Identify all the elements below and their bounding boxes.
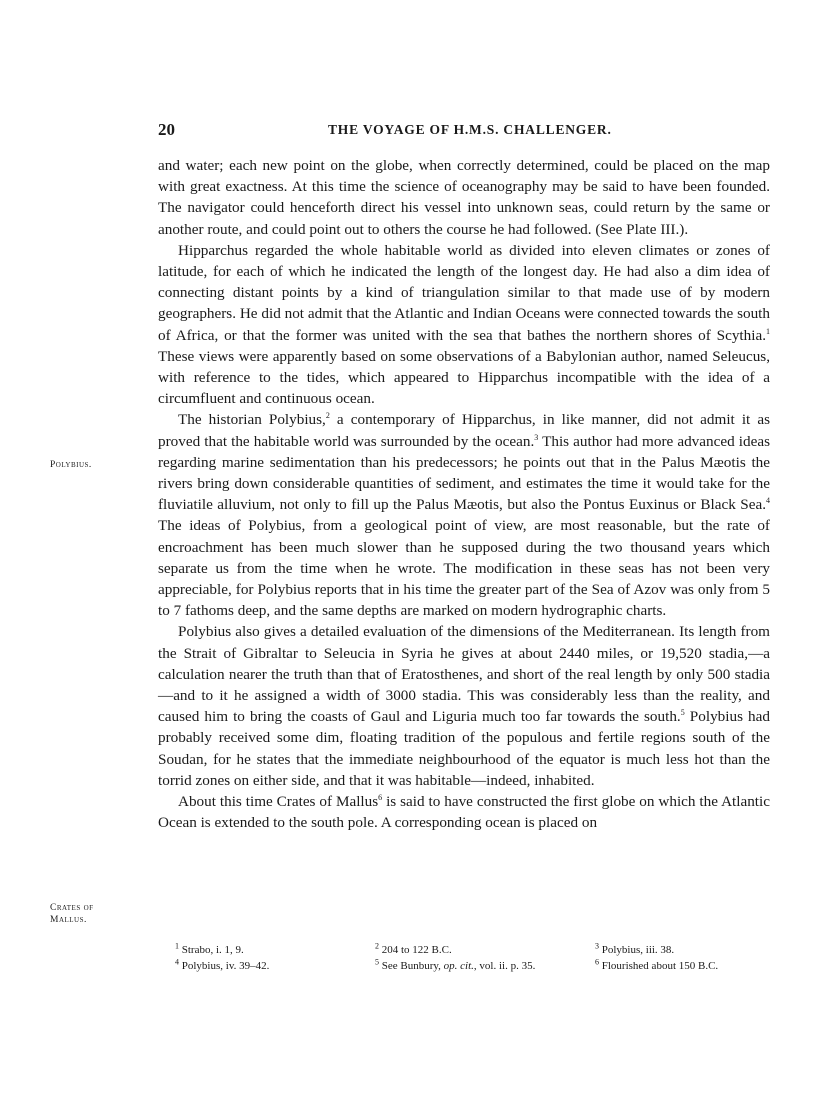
footnote-ref-5: 5 — [680, 708, 685, 718]
footnote-4-marker: 4 — [175, 957, 179, 967]
paragraph-2-text-a: Hipparchus regarded the whole habitable world as divided into eleven climates or zones of latitude, for each of which he indicated the length of the longest day. He had also a dim idea of connecting distant points by a kind of triangulation similar to that made use of by modern geographers. He did not admit that the Atlantic and Indian Oceans were connected towards the south of Africa, or that the former was united with the sea that bathes the northern shores of Scythia. — [158, 241, 770, 344]
page-number: 20 — [158, 120, 175, 139]
footnote-ref-2: 2 — [325, 411, 330, 421]
footnote-5-text-a: See Bunbury, — [381, 960, 444, 972]
footnote-ref-6: 6 — [378, 793, 383, 803]
footnote-5-marker: 5 — [375, 957, 379, 967]
body-text — [158, 155, 770, 834]
margin-note-polybius-text: Polybius. — [50, 460, 92, 470]
footnote-row-1 — [175, 942, 735, 958]
margin-note-polybius — [50, 459, 92, 471]
footnote-2-text: 204 to 122 B.C. — [381, 944, 452, 956]
footnote-row-2 — [175, 958, 735, 974]
margin-note-crates-line1: Crates of — [50, 903, 94, 913]
footnote-5-text-c: , vol. ii. p. 35. — [473, 960, 536, 972]
footnote-2 — [375, 942, 595, 958]
paragraph-5-text-b: is said to have constructed the first globe on which the Atlantic Ocean is extended to the south pole. A corresponding ocean is placed on — [158, 793, 770, 832]
footnote-ref-3: 3 — [534, 432, 539, 442]
paragraph-2 — [158, 240, 770, 410]
footnote-2-marker: 2 — [375, 941, 379, 951]
paragraph-5-text-a: About this time Crates of Mallus — [178, 793, 379, 811]
paragraph-1-text: and water; each new point on the globe, when correctly determined, could be placed on the map with great exactness. At this time the science of oceanography may be said to have been founded. The navigator could henceforth direct his vessel into unknown seas, could return by the same or another route, and could point out to others the course he had followed. (See Plate III.). — [158, 157, 770, 238]
footnote-6-marker: 6 — [595, 957, 599, 967]
footnote-5 — [375, 958, 595, 974]
paragraph-3-text-a: The historian Polybius, — [178, 411, 326, 429]
footnote-4 — [175, 958, 375, 974]
footnote-5-text-b: op. cit. — [443, 960, 474, 972]
paragraph-3 — [158, 409, 770, 621]
paragraph-1 — [158, 155, 770, 240]
footnote-3 — [595, 942, 765, 958]
footnotes — [175, 942, 735, 974]
footnote-6-text: Flourished about 150 B.C. — [601, 960, 719, 972]
paragraph-3-text-c: This author had more advanced ideas regarding marine sedimentation than his predecessors; he points out that in the Palus Mæotis the rivers bring down considerable quantities of sediment, and estimates the time it would take for the fluviatile alluvium, not only to fill up the Palus Mæotis, but also the Pontus Euxinus or Black Sea. — [158, 432, 770, 514]
paragraph-3-text-b: a contemporary of Hipparchus, in like manner, did not admit it as proved that the habitable world was surrounded by the ocean. — [158, 411, 770, 450]
footnote-1-marker: 1 — [175, 941, 179, 951]
footnote-1 — [175, 942, 375, 958]
margin-note-crates-line2: Mallus. — [50, 915, 87, 925]
paragraph-4-text-b: Polybius had probably received some dim, floating tradition of the populous and fertile regions south of the Soudan, for he states that the immediate neighbourhood of the equator is much less hot than the torrid zones on either side, and that it was habitable—indeed, inhabited. — [158, 708, 770, 789]
paragraph-5 — [158, 791, 770, 833]
paragraph-2-text-b: These views were apparently based on some observations of a Babylonian author, named Seleucus, with reference to the tides, which appeared to Hipparchus incompatible with the idea of a circumfluent and continuous ocean. — [158, 347, 770, 408]
footnote-ref-4: 4 — [766, 496, 770, 506]
footnote-4-text: Polybius, iv. 39–42. — [181, 960, 270, 972]
margin-note-crates — [50, 902, 94, 926]
footnote-3-marker: 3 — [595, 941, 599, 951]
paragraph-3-text-d: The ideas of Polybius, from a geological point of view, are most reasonable, but the rate of encroachment has been much slower than he supposed during the two thousand years which separate us from the time when he wrote. The modification in these seas has not been very appreciable, for Polybius reports that in his time the greater part of the Sea of Azov was only from 5 to 7 fathoms deep, and the same depths are marked on modern hydrographic charts. — [158, 517, 770, 620]
footnote-6 — [595, 958, 765, 974]
paragraph-4-text-a: Polybius also gives a detailed evaluation of the dimensions of the Mediterranean. Its length from the Strait of Gibraltar to Seleucia in Syria he gives at about 2440 miles, or 19,520 stadia,—a calculation nearer the truth than that of Eratosthenes, and short of the real length by only 500 stadia—and to it he assigned a width of 3000 stadia. This was considerably less than the reality, and caused him to bring the coasts of Gaul and Liguria much too far towards the south. — [158, 623, 770, 726]
footnote-3-text: Polybius, iii. 38. — [601, 944, 675, 956]
footnote-ref-1: 1 — [766, 326, 770, 336]
page-header — [158, 120, 768, 144]
footnote-1-text: Strabo, i. 1, 9. — [181, 944, 244, 956]
running-title: THE VOYAGE OF H.M.S. CHALLENGER. — [328, 122, 612, 137]
paragraph-4 — [158, 621, 770, 791]
